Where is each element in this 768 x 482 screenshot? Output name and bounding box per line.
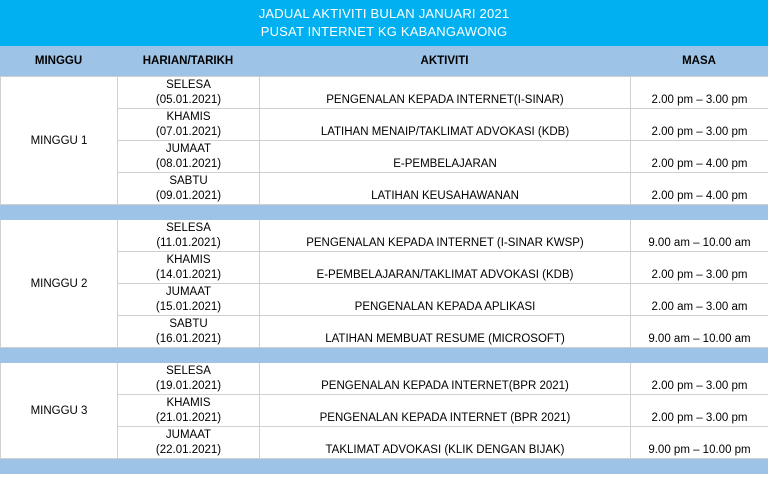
day-date-cell <box>118 141 260 173</box>
day-date: (21.01.2021) <box>155 411 222 424</box>
time-cell: 2.00 pm – 4.00 pm <box>631 173 768 205</box>
day-date: (11.01.2021) <box>156 236 221 249</box>
week-label: MINGGU 2 <box>1 220 118 348</box>
time-cell: 2.00 pm – 3.00 pm <box>631 395 768 427</box>
day-date-cell <box>118 173 260 205</box>
time-cell: 2.00 am – 3.00 am <box>631 284 768 316</box>
table-row <box>1 363 768 395</box>
activity-cell: PENGENALAN KEPADA INTERNET (BPR 2021) <box>260 395 631 427</box>
table-row <box>1 77 768 109</box>
week-separator-row <box>1 459 768 474</box>
title-banner <box>0 0 768 46</box>
day-date-cell <box>118 427 260 459</box>
week-separator <box>1 459 768 474</box>
day-name: JUMAAT <box>165 285 212 298</box>
day-name: JUMAAT <box>165 142 212 155</box>
day-date: (22.01.2021) <box>155 443 222 456</box>
time-cell: 2.00 pm – 3.00 pm <box>631 252 768 284</box>
time-cell: 2.00 pm – 4.00 pm <box>631 141 768 173</box>
week-separator <box>1 348 768 363</box>
table-row <box>1 220 768 252</box>
day-date-cell <box>118 284 260 316</box>
title-line-1: JADUAL AKTIVITI BULAN JANUARI 2021 <box>258 6 510 21</box>
day-date: (07.01.2021) <box>155 125 222 138</box>
day-date-cell <box>118 316 260 348</box>
week-separator-row <box>1 348 768 363</box>
activity-cell: PENGENALAN KEPADA APLIKASI <box>260 284 631 316</box>
day-name: KHAMIS <box>166 396 211 409</box>
activity-cell: PENGENALAN KEPADA INTERNET (I-SINAR KWSP) <box>260 220 631 252</box>
day-name: KHAMIS <box>166 253 211 266</box>
day-name: JUMAAT <box>165 428 212 441</box>
activity-cell: TAKLIMAT ADVOKASI (KLIK DENGAN BIJAK) <box>260 427 631 459</box>
day-date-cell <box>118 220 260 252</box>
day-name: KHAMIS <box>166 110 211 123</box>
day-date: (16.01.2021) <box>155 332 222 345</box>
activity-cell: E-PEMBELAJARAN <box>260 141 631 173</box>
day-name: SELESA <box>166 221 211 234</box>
header-masa: MASA <box>682 55 716 67</box>
time-cell: 9.00 am – 10.00 am <box>631 316 768 348</box>
activity-cell: LATIHAN KEUSAHAWANAN <box>260 173 631 205</box>
week-label: MINGGU 1 <box>1 77 118 205</box>
title-line-2: PUSAT INTERNET KG KABANGAWONG <box>260 24 508 39</box>
day-date-cell <box>118 77 260 109</box>
day-date-cell <box>118 109 260 141</box>
day-date-cell <box>118 252 260 284</box>
activity-cell: LATIHAN MENAIP/TAKLIMAT ADVOKASI (KDB) <box>260 109 631 141</box>
day-name: SABTU <box>169 174 208 187</box>
time-cell: 9.00 am – 10.00 am <box>631 220 768 252</box>
header-harian-tarikh: HARIAN/TARIKH <box>142 55 234 67</box>
day-date: (14.01.2021) <box>155 268 222 281</box>
day-date: (05.01.2021) <box>155 93 222 106</box>
day-date-cell <box>118 395 260 427</box>
activity-cell: PENGENALAN KEPADA INTERNET(I-SINAR) <box>260 77 631 109</box>
day-date: (15.01.2021) <box>155 300 222 313</box>
schedule-table <box>0 76 768 474</box>
day-date: (09.01.2021) <box>155 189 222 202</box>
header-aktiviti: AKTIVITI <box>420 55 469 67</box>
day-date: (08.01.2021) <box>155 157 222 170</box>
day-name: SELESA <box>166 78 211 91</box>
activity-cell: LATIHAN MEMBUAT RESUME (MICROSOFT) <box>260 316 631 348</box>
time-cell: 9.00 pm – 10.00 pm <box>631 427 768 459</box>
day-name: SELESA <box>166 364 211 377</box>
day-date-cell <box>118 363 260 395</box>
week-separator-row <box>1 205 768 220</box>
week-separator <box>1 205 768 220</box>
day-date: (19.01.2021) <box>155 379 222 392</box>
time-cell: 2.00 pm – 3.00 pm <box>631 77 768 109</box>
column-header-row <box>0 46 768 76</box>
week-label: MINGGU 3 <box>1 363 118 459</box>
activity-cell: E-PEMBELAJARAN/TAKLIMAT ADVOKASI (KDB) <box>260 252 631 284</box>
time-cell: 2.00 pm – 3.00 pm <box>631 109 768 141</box>
activity-cell: PENGENALAN KEPADA INTERNET(BPR 2021) <box>260 363 631 395</box>
time-cell: 2.00 pm – 3.00 pm <box>631 363 768 395</box>
header-minggu: MINGGU <box>34 55 83 67</box>
day-name: SABTU <box>169 317 208 330</box>
